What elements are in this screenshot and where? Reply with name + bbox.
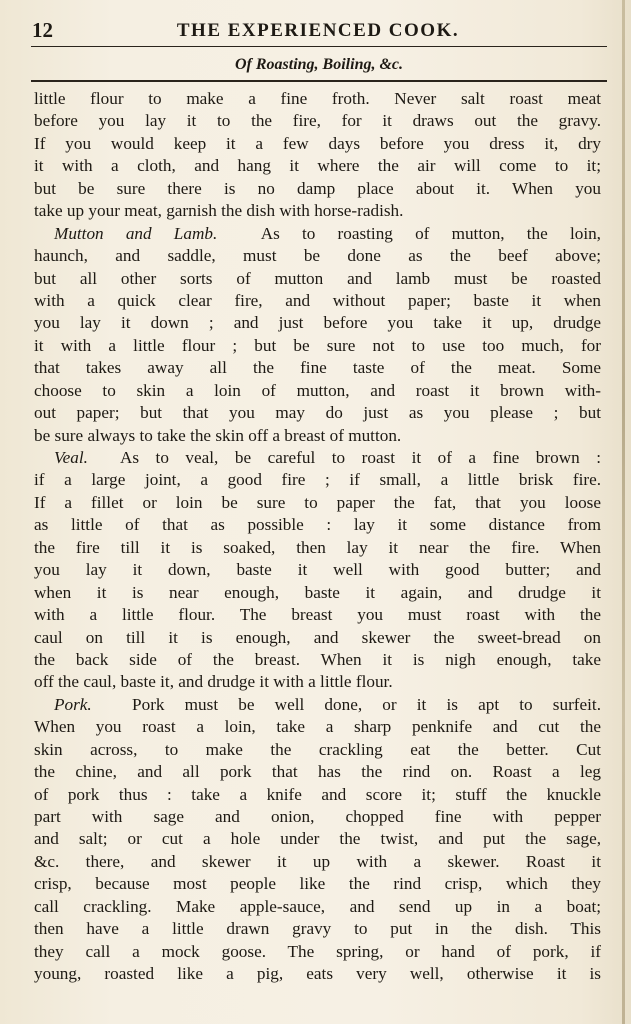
text-line: the fire till it is soaked, then lay it near the fire. When (34, 537, 601, 557)
text-line: choose to skin a loin of mutton, and roast it brown with- (34, 380, 601, 400)
text-line: When you roast a loin, take a sharp penknife and cut the (34, 717, 601, 737)
paragraph-first-line (34, 447, 601, 469)
text-line: when it is near enough, baste it again, and drudge it (34, 582, 601, 602)
text-line: they call a mock goose. The spring, or hand of pork, if (34, 941, 601, 961)
text-line: out paper; but that you may do just as you please ; but (34, 403, 601, 423)
text-line: crisp, because most people like the rind crisp, which they (34, 874, 601, 894)
text-line: caul on till it is enough, and skewer the sweet-bread on (34, 627, 601, 647)
text-line: haunch, and saddle, must be done as the beef above; (34, 246, 601, 266)
text-fragment: As to veal, be careful to roast it of a fine brown : (119, 448, 601, 467)
text-line: If you would keep it a few days before you dress it, dry (34, 133, 601, 153)
page-edge (622, 0, 625, 1024)
text-line: skin across, to make the crackling eat the better. Cut (34, 739, 601, 759)
text-line: call crackling. Make apple-sauce, and send up in a boat; (34, 896, 601, 916)
text-line: and salt; or cut a hole under the twist, and put the sage, (34, 829, 601, 849)
subheading-pork: Pork. (54, 694, 92, 714)
paragraph-first-line (34, 223, 601, 245)
text-line: the chine, and all pork that has the rind on. Roast a leg (34, 762, 601, 782)
text-line: before you lay it to the fire, for it draws out the gravy. (34, 111, 601, 131)
body-text (34, 88, 601, 986)
text-line: you lay it down, baste it well with good butter; and (34, 560, 601, 580)
text-line: off the caul, baste it, and drudge it with a little flour. (34, 672, 393, 692)
text-line: as little of that as possible : lay it some distance from (34, 515, 601, 535)
subheading-veal: Veal. (54, 448, 88, 467)
text-line: it with a little flour ; but be sure not to use too much, for (34, 335, 601, 355)
text-line: If a fillet or loin be sure to paper the fat, that you loose (34, 492, 601, 512)
text-line: take up your meat, garnish the dish with horse-radish. (34, 201, 404, 221)
text-fragment: As to roasting of mutton, the loin, (260, 223, 601, 243)
header-rule (31, 46, 607, 47)
page-number: 12 (32, 18, 53, 42)
text-line: if a large joint, a good fire ; if small, a little brisk fire. (34, 470, 601, 490)
text-line: of pork thus : take a knife and score it; stuff the knuckle (34, 784, 601, 804)
text-line: little flour to make a fine froth. Never salt roast meat (34, 89, 601, 108)
page-header (30, 18, 606, 48)
section-title: Of Roasting, Boiling, &c. (234, 56, 404, 73)
paragraph-first-line (34, 694, 601, 716)
text-line: &c. there, and skewer it up with a skewer. Roast it (34, 851, 601, 871)
text-line: you lay it down ; and just before you take it up, drudge (34, 313, 601, 333)
text-line: young, roasted like a pig, eats very well, otherwise it is (34, 964, 601, 984)
text-line: with a quick clear fire, and without paper; baste it when (34, 290, 601, 310)
running-title: THE EXPERIENCED COOK. (176, 20, 460, 41)
text-line: that takes away all the fine taste of the meat. Some (34, 358, 601, 378)
text-line: then have a little drawn gravy to put in the dish. This (34, 919, 601, 939)
text-line: but all other sorts of mutton and lamb must be roasted (34, 268, 601, 288)
text-line: be sure always to take the skin off a breast of mutton. (34, 425, 402, 445)
text-fragment: Pork must be well done, or it is apt to surfeit. (132, 694, 601, 714)
text-line: the back side of the breast. When it is nigh enough, take (34, 649, 601, 669)
text-line: it with a cloth, and hang it where the air will come to it; (34, 156, 601, 176)
text-line: but be sure there is no damp place about it. When you (34, 178, 601, 198)
text-line: with a little flour. The breast you must roast with the (34, 605, 601, 625)
subheading-mutton-and-lamb: Mutton and Lamb. (54, 223, 218, 243)
text-line: part with sage and onion, chopped fine with pepper (34, 807, 601, 826)
section-rule (31, 80, 607, 82)
